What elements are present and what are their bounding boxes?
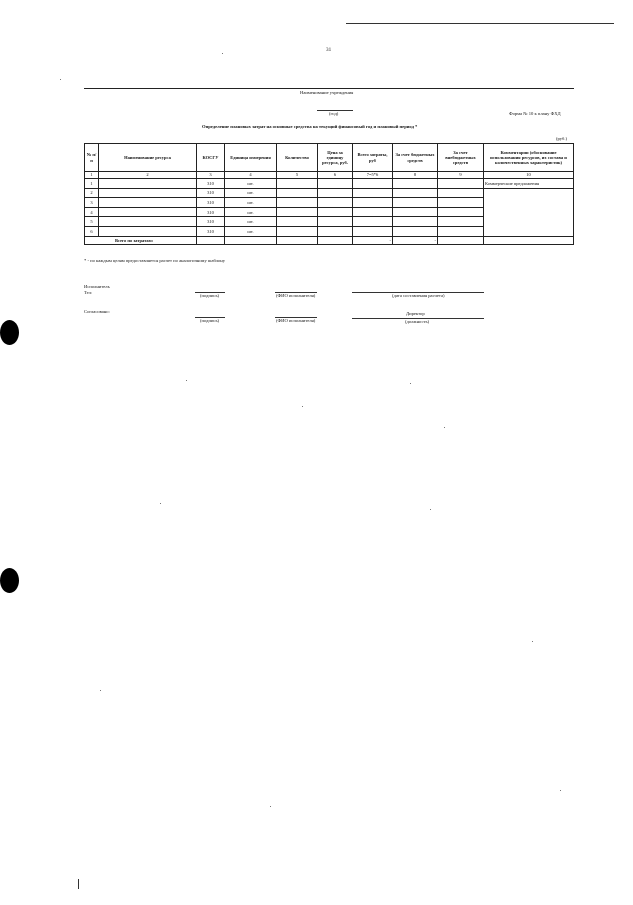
costs-table [84,143,574,245]
scan-speck [222,53,223,54]
position-caption: (должность) [405,319,430,324]
unit-price [318,226,353,236]
unit: шт. [225,207,277,217]
quantity [277,198,318,208]
col-header: № п/п [85,144,99,172]
row-number: 1 [85,179,99,189]
agreed-label: Согласовано: [84,309,110,314]
col-number: 1 [85,172,99,179]
unit-price [318,207,353,217]
col-header: Комментарии (обоснование использования ресурсов, их состава и количественных характеристик) [484,144,574,172]
col-number: 3 [197,172,225,179]
quantity [277,188,318,198]
scan-speck [60,79,61,80]
col-number: 5 [277,172,318,179]
budget-funds-sum: - [393,236,438,244]
unit-price [318,179,353,189]
col-header: Количество [277,144,318,172]
total-cost [353,179,393,189]
footnote: * - по каждым целям предоставляется расчет по аналогичному шаблону [84,258,226,263]
row-number: 6 [85,226,99,236]
total-cell [438,236,484,244]
col-header: Всего затраты, руб [353,144,393,172]
col-number: 6 [318,172,353,179]
unit: шт. [225,226,277,236]
unit: шт. [225,188,277,198]
form-reference: Форма № 10 к плану ФХД [509,111,561,116]
total-row [85,236,574,244]
kosgu-code: 310 [197,217,225,227]
currency-unit: (руб.) [556,136,568,141]
unit: шт. [225,198,277,208]
col-header: Цена за единицу ресурса, руб. [318,144,353,172]
row-number: 4 [85,207,99,217]
row-number: 3 [85,198,99,208]
scan-speck [560,790,561,791]
unit: шт. [225,217,277,227]
scan-speck [160,503,161,504]
table-header-row [85,144,574,172]
budget-funds [393,198,438,208]
col-header: Единица измерения [225,144,277,172]
kosgu-code: 310 [197,198,225,208]
comment-merged [484,188,574,236]
comment: Коммерческие предложения [484,179,574,189]
column-number-row [85,172,574,179]
unit: шт. [225,179,277,189]
unit-price [318,198,353,208]
director-title: Директор [406,311,425,316]
kosgu-code: 310 [197,188,225,198]
scan-speck [302,406,303,407]
total-cost [353,198,393,208]
fio-caption-2: (ФИО исполнителя) [276,318,316,323]
executor-label: Исполнитель [84,284,110,289]
resource-name [99,198,197,208]
scan-speck [410,383,411,384]
resource-name [99,217,197,227]
total-cost [353,188,393,198]
budget-funds [393,179,438,189]
resource-name [99,179,197,189]
extrabudget-funds [438,207,484,217]
quantity [277,179,318,189]
col-number: 9 [438,172,484,179]
unit-price [318,188,353,198]
quantity [277,207,318,217]
budget-funds [393,188,438,198]
page-number: 31 [326,47,332,53]
total-label: Всего по затратам: [85,236,197,244]
col-number: 2 [99,172,197,179]
scan-speck [532,641,533,642]
table-row [85,179,574,189]
total-cost [353,226,393,236]
resource-name [99,207,197,217]
unit-price [318,217,353,227]
total-cell [197,236,225,244]
extrabudget-funds [438,198,484,208]
total-cost [353,217,393,227]
total-cell [318,236,353,244]
row-number: 5 [85,217,99,227]
extrabudget-funds [438,188,484,198]
budget-funds [393,217,438,227]
signature-caption-2: (подпись) [200,318,220,323]
resource-name [99,226,197,236]
budget-funds [393,207,438,217]
total-cell [225,236,277,244]
scan-speck [186,380,187,381]
year-label: (год) [329,111,339,116]
budget-funds [393,226,438,236]
binder-hole [0,320,19,345]
extrabudget-funds [438,217,484,227]
kosgu-code: 310 [197,226,225,236]
col-header: Наименование ресурса [99,144,197,172]
fio-caption: (ФИО исполнителя) [276,293,316,298]
scan-mark [78,879,79,889]
institution-line [84,88,574,89]
row-number: 2 [85,188,99,198]
col-header: КОСГУ [197,144,225,172]
scan-speck [100,690,101,691]
top-rule [346,23,614,24]
total-cost-sum: - [353,236,393,244]
phone-label: Тел: [84,290,93,295]
total-cell [277,236,318,244]
document-title: Определение плановых затрат на основные средства на текущий финансовый год и плановый период * [202,124,418,129]
total-cell [484,236,574,244]
quantity [277,226,318,236]
col-header: За счет бюджетных средств [393,144,438,172]
scan-speck [444,427,445,428]
date-caption: (дата составления расчета) [392,293,445,298]
table-row [85,188,574,198]
signature-caption: (подпись) [200,293,220,298]
resource-name [99,188,197,198]
total-cost [353,207,393,217]
scan-speck [270,806,271,807]
extrabudget-funds [438,226,484,236]
extrabudget-funds [438,179,484,189]
col-number: 8 [393,172,438,179]
kosgu-code: 310 [197,207,225,217]
scan-speck [430,509,431,510]
col-number: 10 [484,172,574,179]
binder-hole [0,568,19,593]
col-number: 7=5*6 [353,172,393,179]
institution-label: Наименование учреждения [300,90,354,95]
col-number: 4 [225,172,277,179]
kosgu-code: 310 [197,179,225,189]
quantity [277,217,318,227]
col-header: За счет внебюджетных средств [438,144,484,172]
